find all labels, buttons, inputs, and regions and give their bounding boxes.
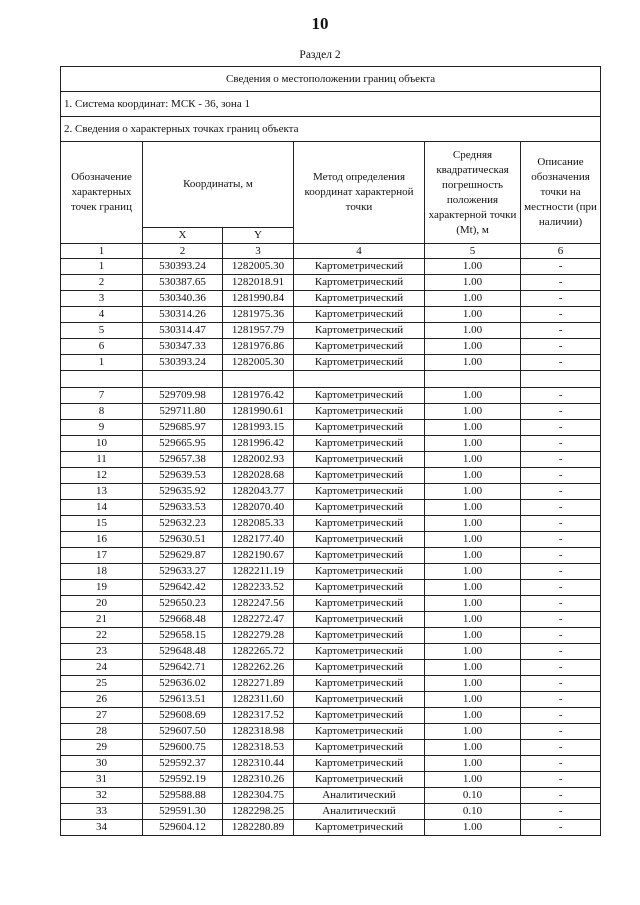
- method: Картометрический: [294, 740, 425, 756]
- coord-x: 529668.48: [143, 612, 223, 628]
- coord-x: 530340.36: [143, 291, 223, 307]
- coord-y: 1281957.79: [223, 323, 294, 339]
- mt-error: 1.00: [425, 756, 521, 772]
- mt-error: 1.00: [425, 692, 521, 708]
- method: Картометрический: [294, 676, 425, 692]
- mt-error: 0.10: [425, 804, 521, 820]
- coord-y: 1282311.60: [223, 692, 294, 708]
- method: Картометрический: [294, 820, 425, 836]
- point-number: 5: [61, 323, 143, 339]
- method: Картометрический: [294, 692, 425, 708]
- method: Картометрический: [294, 532, 425, 548]
- point-number: 24: [61, 660, 143, 676]
- coord-y: 1282005.30: [223, 355, 294, 371]
- mt-error: 1.00: [425, 404, 521, 420]
- mt-error: 1.00: [425, 388, 521, 404]
- point-description: -: [521, 323, 601, 339]
- coord-x: 529648.48: [143, 644, 223, 660]
- header-x: X: [143, 228, 223, 244]
- table-row: [61, 291, 601, 307]
- point-number: 30: [61, 756, 143, 772]
- point-number: 26: [61, 692, 143, 708]
- table-row: [61, 724, 601, 740]
- method: Картометрический: [294, 339, 425, 355]
- table-row: [61, 420, 601, 436]
- table-row: [61, 259, 601, 275]
- table-row: [61, 307, 601, 323]
- method: Картометрический: [294, 596, 425, 612]
- point-number: 29: [61, 740, 143, 756]
- point-number: 14: [61, 500, 143, 516]
- method: Картометрический: [294, 500, 425, 516]
- coord-y: 1282018.91: [223, 275, 294, 291]
- point-description: -: [521, 708, 601, 724]
- table-row: [61, 628, 601, 644]
- header-y: Y: [223, 228, 294, 244]
- table-row: [61, 388, 601, 404]
- point-description: -: [521, 484, 601, 500]
- point-number: 6: [61, 339, 143, 355]
- header-description: Описание обозначения точки на местности (при наличии): [521, 142, 601, 244]
- coord-x: 529709.98: [143, 388, 223, 404]
- table-row: [61, 596, 601, 612]
- coord-y: 1282265.72: [223, 644, 294, 660]
- mt-error: 1.00: [425, 820, 521, 836]
- method: Картометрический: [294, 660, 425, 676]
- method: Картометрический: [294, 452, 425, 468]
- method: Картометрический: [294, 307, 425, 323]
- points-body: [61, 259, 601, 836]
- point-number: 32: [61, 788, 143, 804]
- mt-error: 1.00: [425, 500, 521, 516]
- point-number: 12: [61, 468, 143, 484]
- method: [294, 371, 425, 388]
- table-row: [61, 660, 601, 676]
- coord-x: 529591.30: [143, 804, 223, 820]
- point-number: [61, 371, 143, 388]
- coord-x: 529633.27: [143, 564, 223, 580]
- mt-error: 1.00: [425, 307, 521, 323]
- point-description: -: [521, 516, 601, 532]
- coord-x: 529630.51: [143, 532, 223, 548]
- coord-x: [143, 371, 223, 388]
- coord-y: 1281976.86: [223, 339, 294, 355]
- method: Картометрический: [294, 644, 425, 660]
- point-number: 28: [61, 724, 143, 740]
- coord-x: 529665.95: [143, 436, 223, 452]
- mt-error: 1.00: [425, 660, 521, 676]
- table-row: [61, 484, 601, 500]
- point-description: -: [521, 468, 601, 484]
- coord-y: [223, 371, 294, 388]
- point-description: -: [521, 788, 601, 804]
- table-row: [61, 788, 601, 804]
- table-row: [61, 756, 601, 772]
- coord-x: 529650.23: [143, 596, 223, 612]
- coord-x: 529629.87: [143, 548, 223, 564]
- coord-x: 529658.15: [143, 628, 223, 644]
- point-description: -: [521, 756, 601, 772]
- coord-x: 529632.23: [143, 516, 223, 532]
- coord-y: 1282318.98: [223, 724, 294, 740]
- point-description: -: [521, 420, 601, 436]
- point-number: 23: [61, 644, 143, 660]
- coord-x: 530347.33: [143, 339, 223, 355]
- mt-error: 1.00: [425, 339, 521, 355]
- coord-x: 529588.88: [143, 788, 223, 804]
- mt-error: 1.00: [425, 628, 521, 644]
- point-number: 3: [61, 291, 143, 307]
- table-row: [61, 468, 601, 484]
- point-number: 7: [61, 388, 143, 404]
- point-description: -: [521, 692, 601, 708]
- header-error: Средняя квадратическая погрешность положения характерной точки (Mt), м: [425, 142, 521, 244]
- method: Картометрический: [294, 388, 425, 404]
- mt-error: 1.00: [425, 468, 521, 484]
- point-description: -: [521, 804, 601, 820]
- point-description: -: [521, 676, 601, 692]
- method: Картометрический: [294, 708, 425, 724]
- coord-x: 529685.97: [143, 420, 223, 436]
- coord-x: 529608.69: [143, 708, 223, 724]
- mt-error: 1.00: [425, 676, 521, 692]
- coord-y: 1282247.56: [223, 596, 294, 612]
- point-description: -: [521, 339, 601, 355]
- coord-x: 529607.50: [143, 724, 223, 740]
- coord-x: 529635.92: [143, 484, 223, 500]
- coord-x: 530314.47: [143, 323, 223, 339]
- method: Картометрический: [294, 580, 425, 596]
- coord-y: 1282317.52: [223, 708, 294, 724]
- table-row: [61, 452, 601, 468]
- coord-x: 529600.75: [143, 740, 223, 756]
- coord-y: 1282211.19: [223, 564, 294, 580]
- point-number: 4: [61, 307, 143, 323]
- table-row: [61, 612, 601, 628]
- mt-error: 1.00: [425, 452, 521, 468]
- mt-error: 1.00: [425, 532, 521, 548]
- mt-error: 1.00: [425, 516, 521, 532]
- coord-x: 530314.26: [143, 307, 223, 323]
- mt-error: 1.00: [425, 612, 521, 628]
- point-description: -: [521, 564, 601, 580]
- table-row: [61, 436, 601, 452]
- coord-y: 1282190.67: [223, 548, 294, 564]
- coord-y: 1281990.84: [223, 291, 294, 307]
- mt-error: 1.00: [425, 772, 521, 788]
- point-description: -: [521, 500, 601, 516]
- coord-y: 1282262.26: [223, 660, 294, 676]
- point-number: 33: [61, 804, 143, 820]
- mt-error: 1.00: [425, 548, 521, 564]
- boundary-points-table: [60, 66, 601, 836]
- point-description: -: [521, 628, 601, 644]
- mt-error: 1.00: [425, 355, 521, 371]
- coord-y: 1281990.61: [223, 404, 294, 420]
- table-row: [61, 580, 601, 596]
- mt-error: 1.00: [425, 291, 521, 307]
- point-number: 1: [61, 259, 143, 275]
- column-number: 1: [61, 244, 143, 259]
- table-row: [61, 404, 601, 420]
- header-point-designation: Обозначение характерных точек границ: [61, 142, 143, 244]
- method: Аналитический: [294, 788, 425, 804]
- coord-x: 529657.38: [143, 452, 223, 468]
- method: Картометрический: [294, 291, 425, 307]
- point-description: -: [521, 596, 601, 612]
- table-row: [61, 516, 601, 532]
- coord-x: 529613.51: [143, 692, 223, 708]
- point-number: 11: [61, 452, 143, 468]
- coordinate-system: 1. Система координат: МСК - 36, зона 1: [61, 92, 601, 117]
- point-number: 20: [61, 596, 143, 612]
- coord-x: 529711.80: [143, 404, 223, 420]
- mt-error: 1.00: [425, 740, 521, 756]
- point-number: 21: [61, 612, 143, 628]
- mt-error: 0.10: [425, 788, 521, 804]
- table-row: [61, 548, 601, 564]
- table-row: [61, 355, 601, 371]
- point-description: -: [521, 772, 601, 788]
- mt-error: 1.00: [425, 580, 521, 596]
- coord-y: 1282310.44: [223, 756, 294, 772]
- column-number: 2: [143, 244, 223, 259]
- point-number: 27: [61, 708, 143, 724]
- method: Картометрический: [294, 436, 425, 452]
- coord-y: 1281993.15: [223, 420, 294, 436]
- mt-error: 1.00: [425, 420, 521, 436]
- point-number: 34: [61, 820, 143, 836]
- table-row: [61, 323, 601, 339]
- coord-x: 529633.53: [143, 500, 223, 516]
- point-number: 25: [61, 676, 143, 692]
- point-description: -: [521, 580, 601, 596]
- method: Картометрический: [294, 724, 425, 740]
- point-description: -: [521, 820, 601, 836]
- method: Картометрический: [294, 772, 425, 788]
- coord-y: 1282005.30: [223, 259, 294, 275]
- method: Картометрический: [294, 323, 425, 339]
- coord-y: 1281976.42: [223, 388, 294, 404]
- method: Картометрический: [294, 564, 425, 580]
- coord-y: 1282070.40: [223, 500, 294, 516]
- mt-error: 1.00: [425, 436, 521, 452]
- mt-error: 1.00: [425, 596, 521, 612]
- point-description: -: [521, 660, 601, 676]
- column-number: 4: [294, 244, 425, 259]
- point-description: -: [521, 355, 601, 371]
- table-row: [61, 644, 601, 660]
- coord-x: 529592.19: [143, 772, 223, 788]
- table-title: Сведения о местоположении границ объекта: [61, 67, 601, 92]
- table-row: [61, 564, 601, 580]
- mt-error: 1.00: [425, 644, 521, 660]
- mt-error: 1.00: [425, 275, 521, 291]
- point-number: 18: [61, 564, 143, 580]
- method: Картометрический: [294, 516, 425, 532]
- method: Картометрический: [294, 628, 425, 644]
- method: Картометрический: [294, 468, 425, 484]
- point-description: -: [521, 259, 601, 275]
- table-row: [61, 740, 601, 756]
- point-number: 15: [61, 516, 143, 532]
- method: Картометрический: [294, 259, 425, 275]
- point-description: -: [521, 307, 601, 323]
- coord-y: 1282043.77: [223, 484, 294, 500]
- method: Картометрический: [294, 355, 425, 371]
- coord-y: 1281975.36: [223, 307, 294, 323]
- header-method: Метод определения координат характерной точки: [294, 142, 425, 244]
- coord-x: 530393.24: [143, 355, 223, 371]
- coord-y: 1282310.26: [223, 772, 294, 788]
- point-description: -: [521, 275, 601, 291]
- point-number: 10: [61, 436, 143, 452]
- table-row: [61, 772, 601, 788]
- method: Картометрический: [294, 275, 425, 291]
- table-row: [61, 708, 601, 724]
- point-number: 8: [61, 404, 143, 420]
- coord-y: 1282085.33: [223, 516, 294, 532]
- coord-y: 1282298.25: [223, 804, 294, 820]
- table-row: [61, 275, 601, 291]
- method: Картометрический: [294, 548, 425, 564]
- coord-y: 1282279.28: [223, 628, 294, 644]
- coord-x: 529639.53: [143, 468, 223, 484]
- coord-y: 1282177.40: [223, 532, 294, 548]
- coord-y: 1282280.89: [223, 820, 294, 836]
- table-row: [61, 500, 601, 516]
- point-description: -: [521, 548, 601, 564]
- point-number: 1: [61, 355, 143, 371]
- point-number: 16: [61, 532, 143, 548]
- coord-y: 1282002.93: [223, 452, 294, 468]
- coord-y: 1282233.52: [223, 580, 294, 596]
- point-number: 19: [61, 580, 143, 596]
- point-description: -: [521, 644, 601, 660]
- method: Картометрический: [294, 484, 425, 500]
- point-description: -: [521, 404, 601, 420]
- points-caption: 2. Сведения о характерных точках границ объекта: [61, 117, 601, 142]
- point-description: -: [521, 388, 601, 404]
- section-heading: Раздел 2: [299, 49, 341, 61]
- column-number: 3: [223, 244, 294, 259]
- table-row: [61, 532, 601, 548]
- point-number: 31: [61, 772, 143, 788]
- coord-x: 529642.42: [143, 580, 223, 596]
- table-row: [61, 371, 601, 388]
- column-number: 5: [425, 244, 521, 259]
- method: Картометрический: [294, 420, 425, 436]
- method: Картометрический: [294, 404, 425, 420]
- method: Аналитический: [294, 804, 425, 820]
- table-row: [61, 676, 601, 692]
- method: Картометрический: [294, 612, 425, 628]
- coord-y: 1282271.89: [223, 676, 294, 692]
- coord-x: 529636.02: [143, 676, 223, 692]
- point-number: 13: [61, 484, 143, 500]
- mt-error: 1.00: [425, 259, 521, 275]
- coord-y: 1282272.47: [223, 612, 294, 628]
- mt-error: 1.00: [425, 708, 521, 724]
- coord-y: 1281996.42: [223, 436, 294, 452]
- mt-error: [425, 371, 521, 388]
- coord-y: 1282318.53: [223, 740, 294, 756]
- point-number: 2: [61, 275, 143, 291]
- point-number: 9: [61, 420, 143, 436]
- point-description: -: [521, 452, 601, 468]
- point-description: -: [521, 436, 601, 452]
- table-row: [61, 339, 601, 355]
- coord-x: 530393.24: [143, 259, 223, 275]
- header-coordinates: Координаты, м: [143, 142, 294, 228]
- table-row: [61, 692, 601, 708]
- coord-x: 529604.12: [143, 820, 223, 836]
- mt-error: 1.00: [425, 564, 521, 580]
- point-description: -: [521, 612, 601, 628]
- page-number: 10: [311, 14, 329, 33]
- point-description: -: [521, 532, 601, 548]
- coord-y: 1282028.68: [223, 468, 294, 484]
- mt-error: 1.00: [425, 323, 521, 339]
- mt-error: 1.00: [425, 724, 521, 740]
- coord-x: 530387.65: [143, 275, 223, 291]
- point-number: 17: [61, 548, 143, 564]
- point-number: 22: [61, 628, 143, 644]
- table-row: [61, 820, 601, 836]
- mt-error: 1.00: [425, 484, 521, 500]
- point-description: [521, 371, 601, 388]
- coord-y: 1282304.75: [223, 788, 294, 804]
- table-row: [61, 804, 601, 820]
- point-description: -: [521, 740, 601, 756]
- point-description: -: [521, 291, 601, 307]
- method: Картометрический: [294, 756, 425, 772]
- point-description: -: [521, 724, 601, 740]
- column-number: 6: [521, 244, 601, 259]
- coord-x: 529642.71: [143, 660, 223, 676]
- coord-x: 529592.37: [143, 756, 223, 772]
